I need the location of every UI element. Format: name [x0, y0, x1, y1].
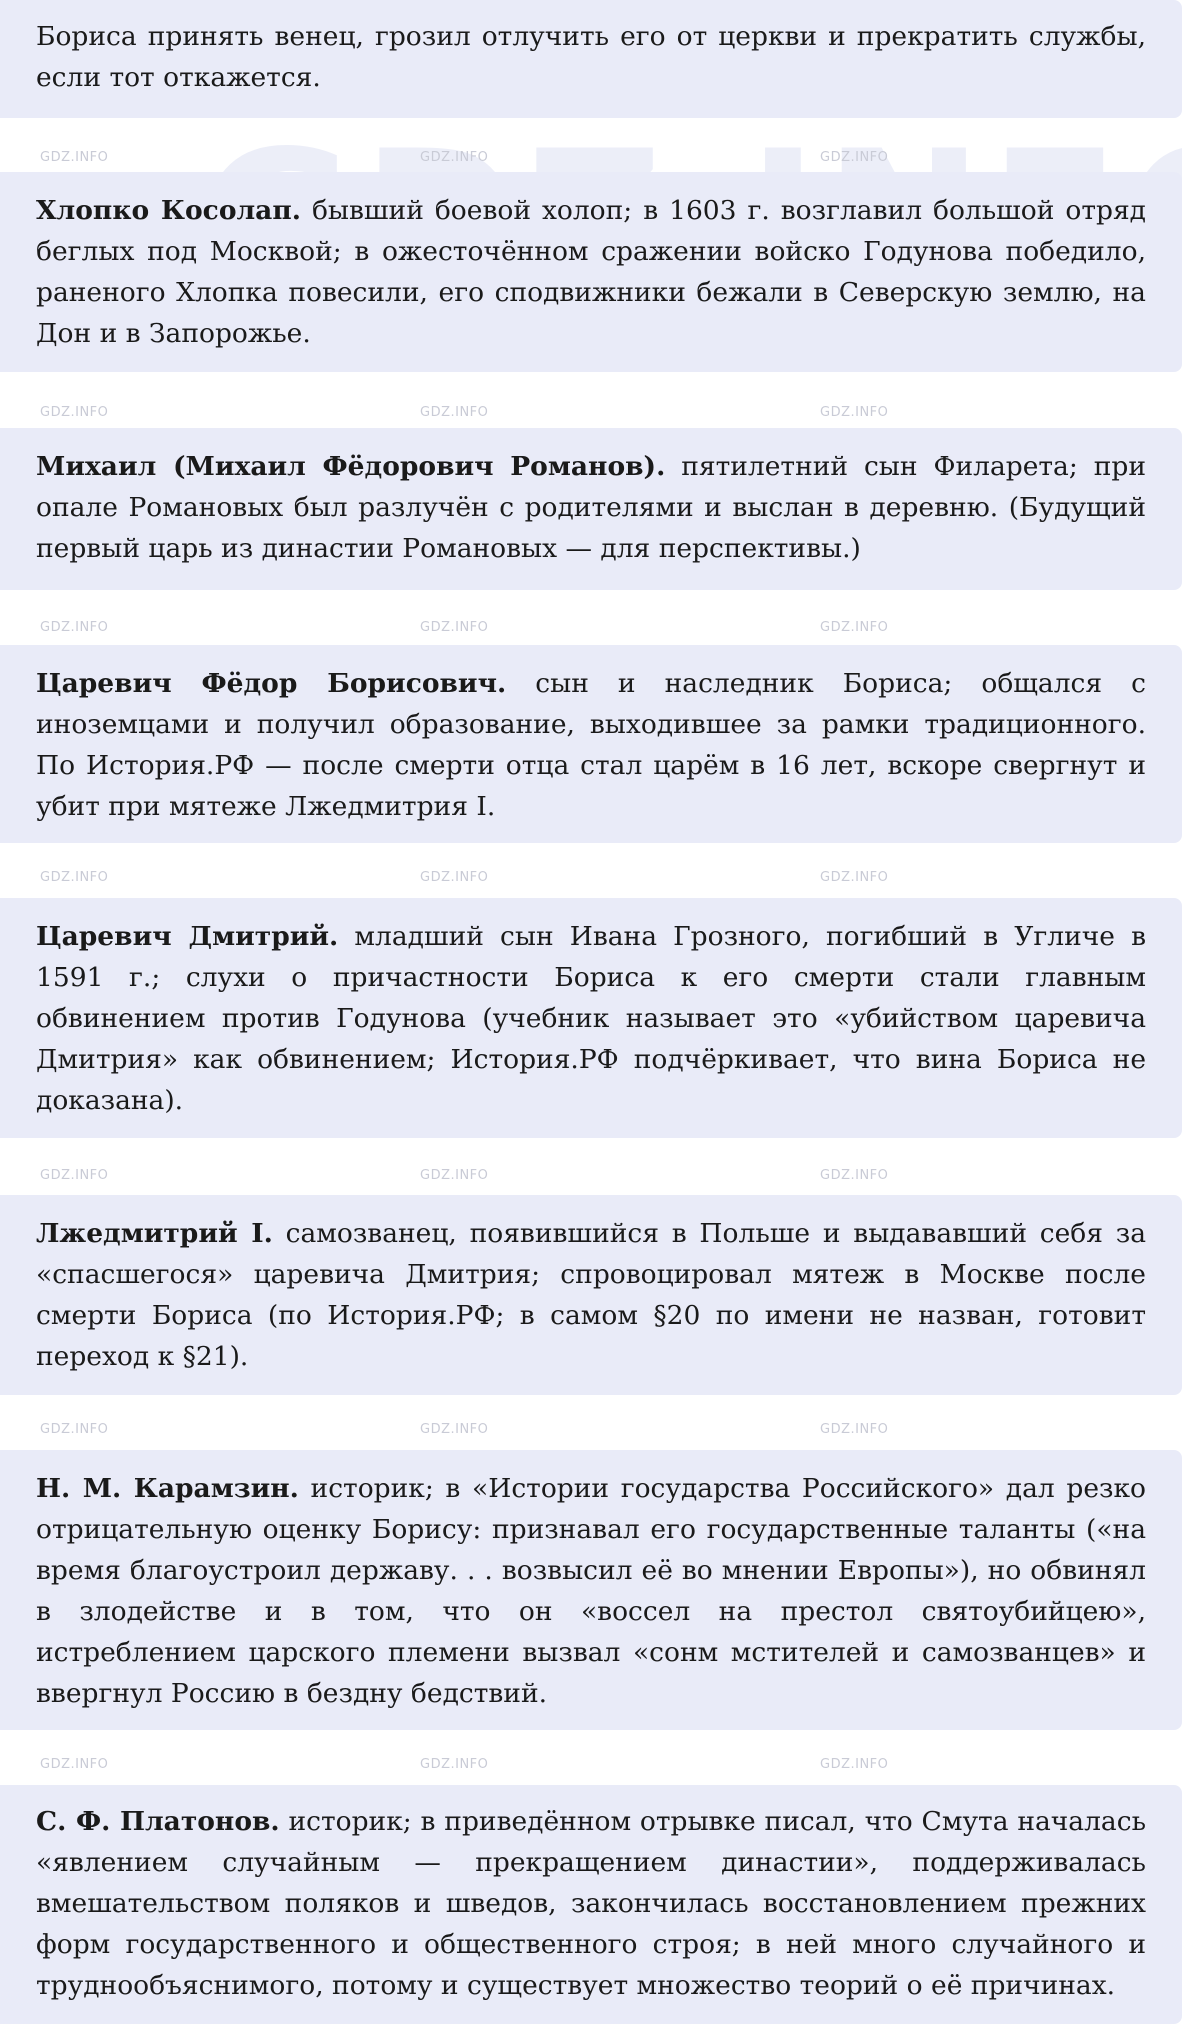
- entry-card-fedor: [0, 645, 1182, 843]
- watermark-label: GDZ.INFO: [820, 150, 889, 165]
- watermark-label: GDZ.INFO: [420, 405, 489, 420]
- entry-term: Лжедмитрий I.: [36, 1218, 273, 1249]
- watermark-label: GDZ.INFO: [40, 1168, 109, 1183]
- entry-paragraph: [36, 1801, 1146, 2006]
- watermark-label: GDZ.INFO: [40, 150, 109, 165]
- entry-card-khlopko: [0, 172, 1182, 372]
- entry-term: Царевич Дмитрий.: [36, 921, 339, 952]
- watermark-label: GDZ.INFO: [820, 870, 889, 885]
- entry-text: историк; в «Истории государства Российского» дал резко отрицательную оценку Борису: признавал его государственные таланты («на время благоустроил державу. . . возвысил её во мнении Европы»), но обвинял в злодействе и в том, что он «воссел на престол святоубийцею», истреблением царского племени вызвал «сонм мстителей и самозванцев» и ввергнул Россию в бездну бедствий.: [36, 1473, 1146, 1709]
- entry-term: Михаил (Михаил Фёдорович Романов).: [36, 451, 666, 482]
- watermark-label: GDZ.INFO: [420, 1168, 489, 1183]
- entry-card-karamzin: [0, 1450, 1182, 1730]
- watermark-label: GDZ.INFO: [820, 1168, 889, 1183]
- watermark-label: GDZ.INFO: [40, 870, 109, 885]
- watermark-label: GDZ.INFO: [420, 620, 489, 635]
- entry-card-continuation: [0, 0, 1182, 118]
- watermark-label: GDZ.INFO: [820, 620, 889, 635]
- entry-card-dmitry: [0, 898, 1182, 1138]
- entry-paragraph: [36, 916, 1146, 1121]
- watermark-label: GDZ.INFO: [820, 1757, 889, 1772]
- watermark-label: GDZ.INFO: [40, 1757, 109, 1772]
- watermark-label: GDZ.INFO: [820, 1422, 889, 1437]
- entry-paragraph: [36, 663, 1146, 827]
- entry-paragraph: [36, 1213, 1146, 1377]
- entry-term: Царевич Фёдор Борисович.: [36, 668, 507, 699]
- watermark-label: GDZ.INFO: [40, 1422, 109, 1437]
- entry-text: самозванец, появившийся в Польше и выдававший себя за «спасшегося» царевича Дмитрия; спровоцировал мятеж в Москве после смерти Бориса (по История.РФ; в самом §20 по имени не назван, готовит переход к §21).: [36, 1218, 1146, 1372]
- entry-paragraph: [36, 16, 1146, 98]
- entry-text: пятилетний сын Филарета; при опале Романовых был разлучён с родителями и выслан в деревню. (Будущий первый царь из династии Романовых — для перспективы.): [36, 451, 1146, 564]
- entry-paragraph: [36, 190, 1146, 354]
- entry-term: Хлопко Косолап.: [36, 195, 301, 226]
- watermark-label: GDZ.INFO: [420, 150, 489, 165]
- watermark-label: GDZ.INFO: [420, 870, 489, 885]
- entry-text: бывший боевой холоп; в 1603 г. возглавил большой отряд беглых под Москвой; в ожесточённом сражении войско Годунова победило, раненого Хлопка повесили, его сподвижники бежали в Северскую землю, на Дон и в Запорожье.: [36, 195, 1147, 349]
- watermark-label: GDZ.INFO: [420, 1422, 489, 1437]
- entry-text: Бориса принять венец, грозил отлучить его от церкви и прекратить службы, если тот откажется.: [36, 21, 1146, 93]
- entry-text: историк; в приведённом отрывке писал, что Смута началась «явлением случайным — прекращением династии», поддерживалась вмешательством поляков и шведов, закончилась восстановлением прежних форм государственного и общественного строя; в ней много случайного и труднообъяснимого, потому и существует множество теорий о её причинах.: [36, 1806, 1147, 2001]
- entry-card-mikhail: [0, 428, 1182, 590]
- watermark-label: GDZ.INFO: [40, 620, 109, 635]
- entry-card-platonov: [0, 1785, 1182, 2024]
- entry-paragraph: [36, 446, 1146, 569]
- watermark-label: GDZ.INFO: [40, 405, 109, 420]
- entry-text: младший сын Ивана Грозного, погибший в Угличе в 1591 г.; слухи о причастности Бориса к его смерти стали главным обвинением против Годунова (учебник называет это «убийством царевича Дмитрия» как обвинением; История.РФ подчёркивает, что вина Бориса не доказана).: [36, 921, 1146, 1116]
- entry-card-false-dmitry: [0, 1195, 1182, 1395]
- entry-text: сын и наследник Бориса; общался с иноземцами и получил образование, выходившее за рамки традиционного. По История.РФ — после смерти отца стал царём в 16 лет, вскоре свергнут и убит при мятеже Лжедмитрия I.: [36, 668, 1146, 822]
- watermark-label: GDZ.INFO: [420, 1757, 489, 1772]
- entry-term: Н. М. Карамзин.: [36, 1473, 299, 1504]
- watermark-label: GDZ.INFO: [820, 405, 889, 420]
- entry-paragraph: [36, 1468, 1146, 1714]
- entry-term: С. Ф. Платонов.: [36, 1806, 280, 1837]
